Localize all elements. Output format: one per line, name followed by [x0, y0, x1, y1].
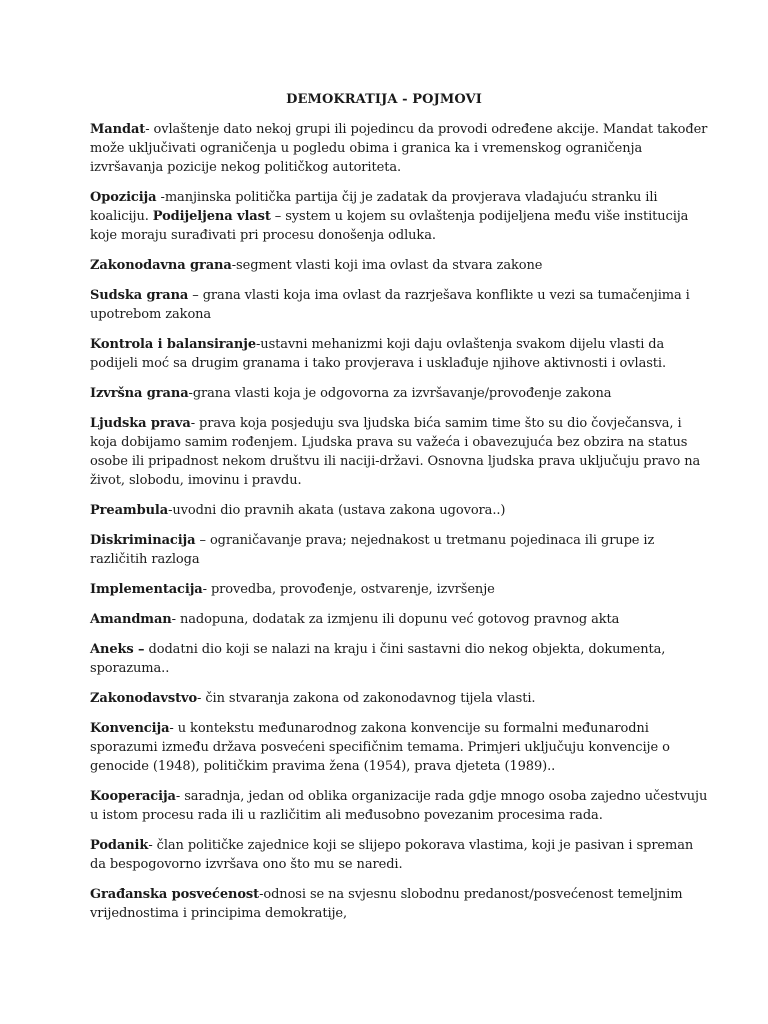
- glossary-entry-gradjanska-posvecenost: [90, 885, 710, 923]
- term: Zakonodavna grana: [90, 258, 232, 273]
- term: Implementacija: [90, 582, 203, 597]
- glossary-entry-preambula: [90, 501, 710, 520]
- glossary-entry-mandat: [90, 120, 710, 177]
- glossary-entry-izvrsna-grana: [90, 384, 710, 403]
- term: Izvršna grana: [90, 386, 189, 401]
- definition: - član političke zajednice koji se slijepo pokorava vlastima, koji je pasivan i spreman da bespogovorno izvršava ono što mu se naredi.: [90, 838, 694, 872]
- glossary-entry-aneks: [90, 640, 710, 678]
- definition: -manjinska politička partija čij je zadatak da provjerava vladajuću stranku ili koaliciju.: [90, 190, 658, 224]
- definition: – grana vlasti koja ima ovlast da razrješava konflikte u vezi sa tumačenjima i upotrebom zakona: [90, 288, 690, 322]
- definition: - saradnja, jedan od oblika organizacije rada gdje mnogo osoba zajedno učestvuju u istom procesu rada ili u različitim ali međusobno povezanim procesima rada.: [90, 789, 708, 823]
- term: Podijeljena vlast: [152, 209, 271, 224]
- term: Diskriminacija: [90, 533, 196, 548]
- definition: -odnosi se na svjesnu slobodnu predanost/posvećenost temeljnim vrijednostima i principima demokratije,: [90, 887, 683, 921]
- definition: - provedba, provođenje, ostvarenje, izvršenje: [202, 582, 495, 597]
- term: Kooperacija: [90, 789, 176, 804]
- glossary-entry-podanik: [90, 836, 710, 874]
- term: Kontrola i balansiranje: [90, 337, 256, 352]
- definition: -grana vlasti koja je odgovorna za izvršavanje/provođenje zakona: [188, 386, 612, 401]
- definition: – system u kojem su ovlaštenja podijeljena među više institucija koje moraju surađivati pri procesu donošenja odluka.: [90, 209, 689, 243]
- term: Mandat: [90, 122, 146, 137]
- glossary-entry-kontrola-i-balansiranje: [90, 335, 710, 373]
- term: Ljudska prava: [90, 416, 191, 431]
- definition: - prava koja posjeduju sva ljudska bića samim time što su dio čovječansva, i koja dobijamo samim rođenjem. Ljudska prava su važeća i obavezujuća bez obzira na status osobe ili pripadnost nekom društvu ili naciji-državi. Osnovna ljudska prava uključuju pravo na život, slobodu, imovinu i pravdu.: [90, 416, 701, 488]
- glossary-entry-diskriminacija: [90, 531, 710, 569]
- glossary-entry-zakonodavstvo: [90, 689, 710, 708]
- term: Aneks –: [90, 642, 145, 657]
- term: Sudska grana: [90, 288, 189, 303]
- term: Građanska posvećenost: [90, 887, 260, 902]
- definition: -uvodni dio pravnih akata (ustava zakona ugovora..): [168, 503, 506, 518]
- glossary-entry-implementacija: [90, 580, 710, 599]
- glossary-entry-zakonodavna-grana: [90, 256, 710, 275]
- glossary-list: [90, 120, 710, 934]
- definition: - čin stvaranja zakona od zakonodavnog tijela vlasti.: [197, 691, 536, 706]
- glossary-entry-konvencija: [90, 719, 710, 776]
- definition: - ovlaštenje dato nekoj grupi ili pojedincu da provodi određene akcije. Mandat također može uključivati ograničenja u pogledu obima i granica ka i vremenskog ograničenja izvršavanja pozicije nekog političkog autoriteta.: [90, 122, 708, 175]
- glossary-entry-ljudska-prava: [90, 414, 710, 490]
- term: Amandman: [90, 612, 172, 627]
- definition: -segment vlasti koji ima ovlast da stvara zakone: [231, 258, 543, 273]
- term: Podanik: [90, 838, 149, 853]
- term: Preambula: [90, 503, 169, 518]
- glossary-entry-opozicija: [90, 188, 710, 245]
- document-title: DEMOKRATIJA - POJMOVI: [286, 92, 482, 107]
- term: Opozicija: [90, 190, 157, 205]
- definition: – ograničavanje prava; nejednakost u tretmanu pojedinaca ili grupe iz različitih razloga: [90, 533, 655, 567]
- glossary-entry-amandman: [90, 610, 710, 629]
- glossary-entry-sudska-grana: [90, 286, 710, 324]
- definition: -ustavni mehanizmi koji daju ovlaštenja svakom dijelu vlasti da podijeli moć sa drugim granama i tako provjerava i usklađuje njihove aktivnosti i ovlasti.: [90, 337, 667, 371]
- term: Zakonodavstvo: [90, 691, 198, 706]
- glossary-entry-kooperacija: [90, 787, 710, 825]
- definition: - nadopuna, dodatak za izmjenu ili dopunu već gotovog pravnog akta: [171, 612, 620, 627]
- term: Konvencija: [90, 721, 170, 736]
- definition: dodatni dio koji se nalazi na kraju i čini sastavni dio nekog objekta, dokumenta, sporazuma..: [90, 642, 666, 676]
- definition: - u kontekstu međunarodnog zakona konvencije su formalni međunarodni sporazumi između država posvećeni specifičnim temama. Primjeri uključuju konvencije o genocide (1948), političkim pravima žena (1954), prava djeteta (1989)..: [90, 721, 670, 774]
